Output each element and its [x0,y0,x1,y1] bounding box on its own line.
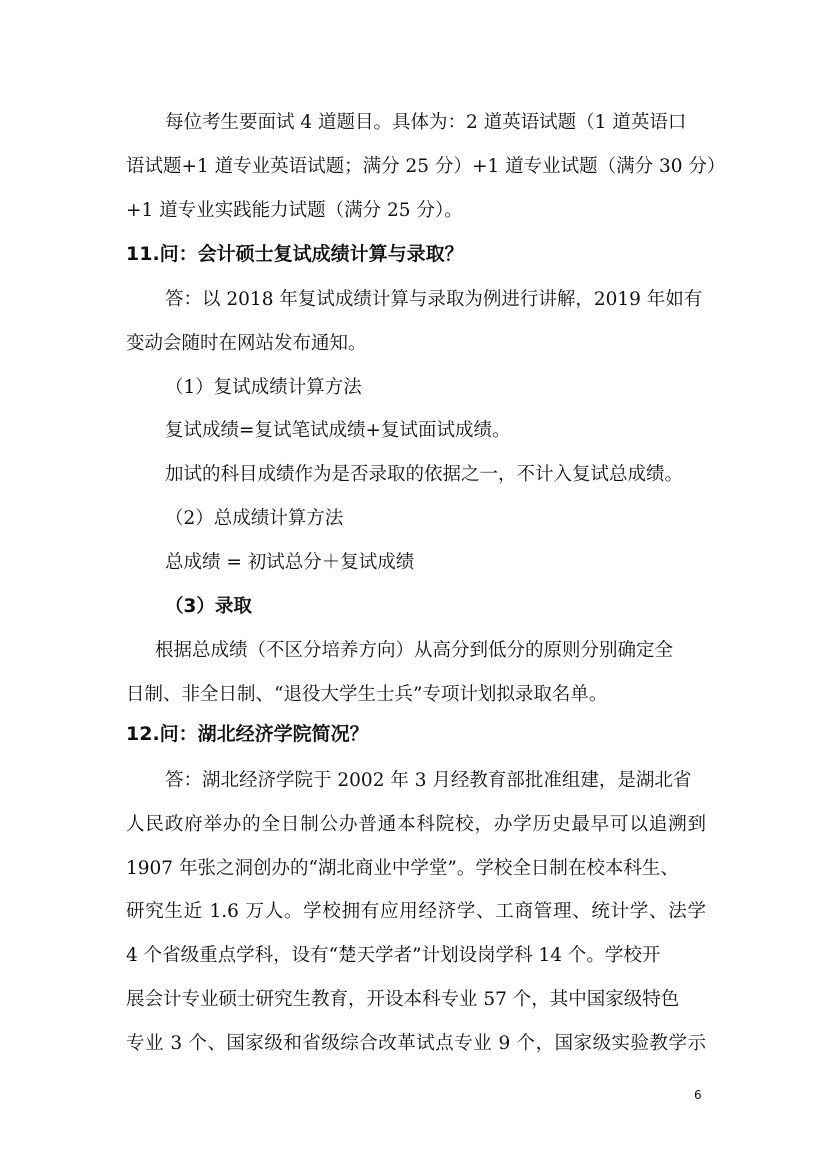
answer-line: 专业 3 个、国家级和省级综合改革试点专业 9 个，国家级实验教学示 [126,1033,706,1054]
paragraph-line: 语试题+1 道专业英语试题；满分 25 分）+1 道专业试题（满分 30 分） [126,156,726,177]
answer-line: 答：以 2018 年复试成绩计算与录取为例进行讲解，2019 年如有 [165,289,703,310]
page-number: 6 [694,1088,702,1102]
paragraph-line: +1 道专业实践能力试题（满分 25 分）。 [126,200,463,221]
item-1-line: 加试的科目成绩作为是否录取的依据之一，不计入复试总成绩。 [165,464,684,485]
answer-line: 变动会随时在网站发布通知。 [126,333,367,354]
answer-line: 1907 年张之洞创办的“湖北商业中学堂”。学校全日制在校本科生、 [126,858,679,879]
item-1-title: （1）复试成绩计算方法 [165,377,362,398]
section-11-heading: 11.问：会计硕士复试成绩计算与录取？ [126,243,464,265]
paragraph-line: 每位考生要面试 4 道题目。具体为：2 道英语试题（1 道英语口 [165,112,687,133]
item-3-line: 日制、非全日制、“退役大学生士兵”专项计划拟录取名单。 [126,684,608,705]
answer-line: 4 个省级重点学科，设有“楚天学者”计划设岗学科 14 个。学校开 [126,945,661,966]
answer-line: 人民政府举办的全日制公办普通本科院校，办学历史最早可以追溯到 [126,814,706,835]
section-12-heading: 12.问：湖北经济学院简况？ [126,723,369,745]
answer-line: 研究生近 1.6 万人。学校拥有应用经济学、工商管理、统计学、法学 [126,901,706,922]
item-2-line: 总成绩 = 初试总分＋复试成绩 [165,552,415,573]
item-3-line: 根据总成绩（不区分培养方向）从高分到低分的原则分别确定全 [155,640,674,661]
item-1-line: 复试成绩=复试笔试成绩+复试面试成绩。 [165,420,511,441]
answer-line: 答：湖北经济学院于 2002 年 3 月经教育部批准组建，是湖北省 [165,770,692,791]
item-2-title: （2）总成绩计算方法 [165,508,344,529]
item-3-title: （3）录取 [165,596,252,617]
answer-line: 展会计专业硕士研究生教育，开设本科专业 57 个，其中国家级特色 [126,989,680,1010]
